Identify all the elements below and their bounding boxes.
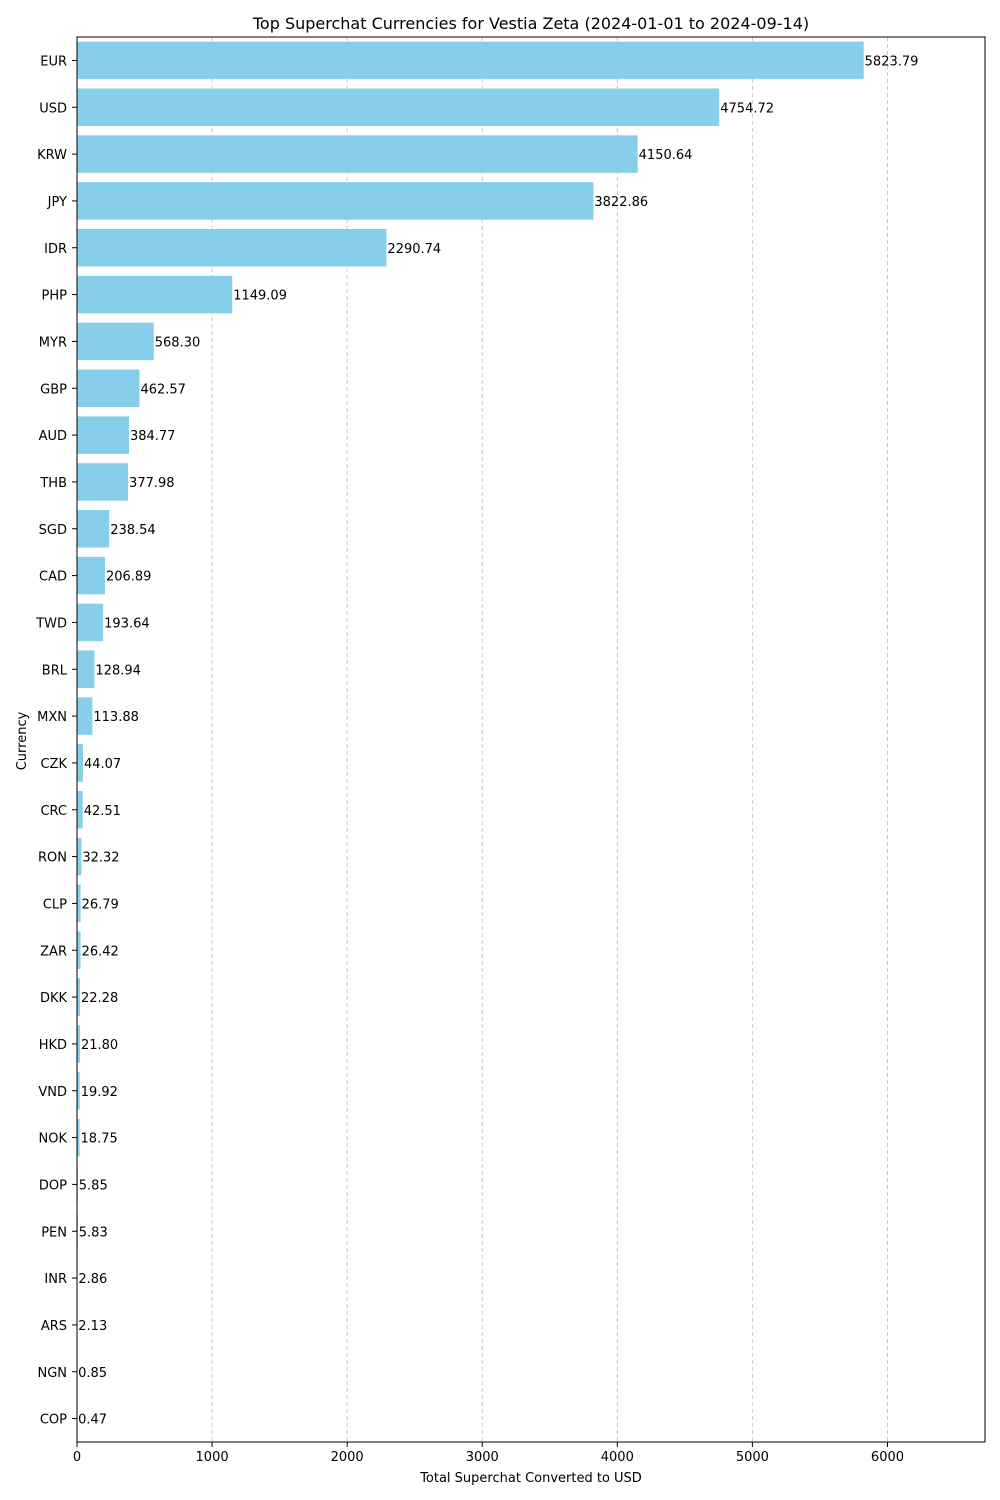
x-tick-label: 6000	[870, 1450, 905, 1465]
value-label-php: 1149.09	[233, 288, 287, 304]
bar-usd	[77, 89, 719, 126]
value-label-usd: 4754.72	[720, 101, 775, 117]
y-tick-label-nok: NOK	[38, 1131, 67, 1147]
value-label-ars: 2.13	[78, 1318, 108, 1334]
y-tick-label-pen: PEN	[41, 1225, 67, 1241]
y-tick-label-czk: CZK	[40, 756, 67, 772]
bar-brl	[77, 651, 94, 688]
chart-title: Top Superchat Currencies for Vestia Zeta (2024-01-01 to 2024-09-14)	[252, 14, 810, 33]
x-tick-label: 4000	[600, 1450, 634, 1465]
value-label-dkk: 22.28	[81, 991, 119, 1007]
y-tick-label-crc: CRC	[40, 803, 67, 819]
value-label-vnd: 19.92	[80, 1084, 118, 1100]
y-tick-label-dkk: DKK	[39, 991, 67, 1007]
value-label-gbp: 462.57	[140, 382, 186, 398]
value-label-thb: 377.98	[129, 475, 175, 491]
value-label-hkd: 21.80	[80, 1037, 119, 1053]
y-tick-label-brl: BRL	[41, 663, 67, 679]
y-tick-label-myr: MYR	[38, 335, 67, 351]
y-tick-label-aud: AUD	[38, 429, 67, 445]
x-tick-label: 3000	[465, 1450, 499, 1465]
y-tick-label-mxn: MXN	[37, 710, 67, 726]
bar-aud	[77, 416, 129, 453]
bar-twd	[77, 604, 103, 641]
y-tick-label-jpy: JPY	[47, 194, 67, 210]
value-label-dop: 5.85	[78, 1178, 108, 1194]
x-tick-label: 2000	[330, 1450, 364, 1465]
value-label-idr: 2290.74	[387, 241, 442, 257]
value-label-mxn: 113.88	[93, 710, 139, 726]
value-label-cad: 206.89	[105, 569, 152, 585]
value-label-myr: 568.30	[154, 335, 201, 351]
bar-zar	[77, 932, 81, 969]
value-label-inr: 2.86	[78, 1272, 108, 1288]
value-label-zar: 26.42	[81, 944, 119, 960]
bar-thb	[77, 463, 128, 500]
y-tick-label-ars: ARS	[40, 1318, 67, 1334]
y-tick-label-usd: USD	[39, 101, 67, 117]
value-label-pen: 5.83	[78, 1225, 108, 1241]
y-tick-label-cad: CAD	[39, 569, 67, 585]
y-tick-label-php: PHP	[41, 288, 67, 304]
y-tick-label-dop: DOP	[38, 1178, 67, 1194]
value-label-aud: 384.77	[129, 429, 176, 445]
value-label-sgd: 238.54	[110, 522, 156, 538]
bar-sgd	[77, 510, 109, 547]
bar-myr	[77, 323, 154, 360]
value-label-ron: 32.32	[82, 850, 120, 866]
y-tick-label-twd: TWD	[36, 616, 67, 632]
y-tick-label-ngn: NGN	[37, 1365, 67, 1381]
bar-krw	[77, 135, 638, 172]
y-tick-label-gbp: GBP	[40, 382, 67, 398]
bar-ron	[77, 838, 81, 875]
value-label-clp: 26.79	[81, 897, 119, 913]
bar-php	[77, 276, 232, 313]
y-tick-label-zar: ZAR	[40, 944, 67, 960]
y-tick-label-clp: CLP	[42, 897, 67, 913]
y-tick-label-idr: IDR	[44, 241, 67, 257]
x-tick-label: 5000	[735, 1450, 769, 1465]
y-tick-label-krw: KRW	[37, 148, 67, 164]
bar-eur	[77, 42, 864, 79]
x-axis-label: Total Superchat Converted to USD	[420, 1471, 642, 1486]
value-label-nok: 18.75	[80, 1131, 118, 1147]
value-label-czk: 44.07	[83, 756, 122, 772]
value-label-ngn: 0.85	[78, 1365, 108, 1381]
value-label-cop: 0.47	[78, 1412, 108, 1428]
x-tick-label: 0	[72, 1450, 82, 1465]
value-label-twd: 193.64	[104, 616, 150, 632]
bar-crc	[77, 791, 83, 828]
y-tick-label-vnd: VND	[38, 1084, 67, 1100]
value-label-eur: 5823.79	[864, 54, 919, 70]
bar-gbp	[77, 370, 139, 407]
y-tick-label-thb: THB	[40, 475, 67, 491]
value-label-brl: 128.94	[95, 663, 141, 679]
value-label-jpy: 3822.86	[594, 194, 649, 210]
bar-clp	[77, 885, 81, 922]
bar-czk	[77, 744, 83, 781]
y-tick-label-eur: EUR	[40, 54, 67, 70]
bar-idr	[77, 229, 386, 266]
y-tick-label-hkd: HKD	[38, 1037, 67, 1053]
bar-jpy	[77, 182, 593, 219]
y-tick-label-inr: INR	[44, 1272, 67, 1288]
x-tick-label: 1000	[195, 1450, 229, 1465]
value-label-crc: 42.51	[83, 803, 121, 819]
y-tick-label-ron: RON	[38, 850, 67, 866]
bar-cad	[77, 557, 105, 594]
y-tick-label-sgd: SGD	[38, 522, 67, 538]
bar-mxn	[77, 697, 92, 734]
y-tick-label-cop: COP	[39, 1412, 67, 1428]
y-axis-label: Currency	[15, 711, 30, 771]
value-label-krw: 4150.64	[638, 148, 693, 164]
